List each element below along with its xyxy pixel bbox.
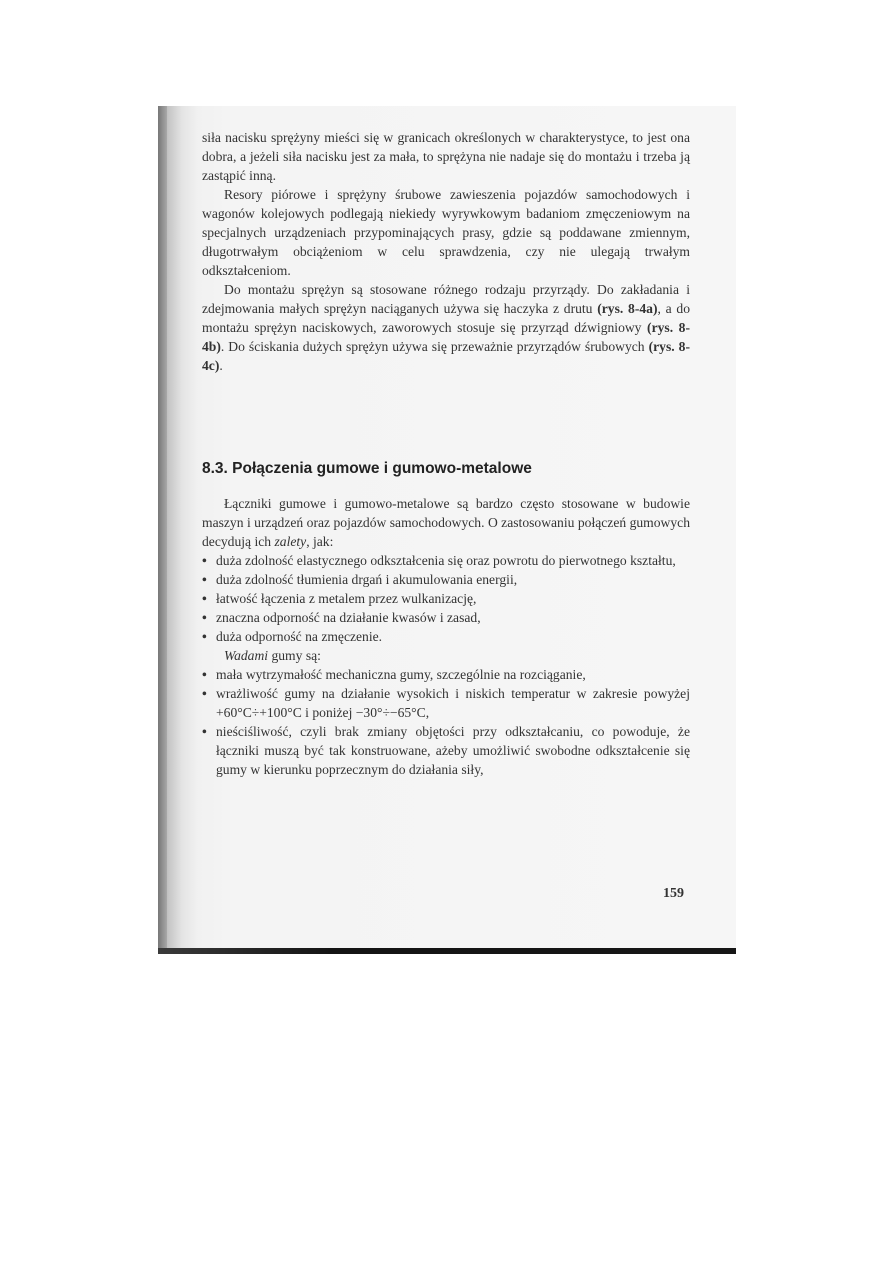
section-intro-part-2: , jak: (306, 534, 334, 549)
section-heading: 8.3. Połączenia gumowe i gumowo-metalowe (202, 460, 532, 477)
figure-ref-b: (rys. 8-4b) (202, 320, 690, 354)
figure-ref-c: (rys. 8-4c) (202, 339, 690, 373)
section-intro (202, 494, 690, 551)
text-block-top (202, 128, 690, 375)
bullet-icon: • (202, 667, 207, 682)
figure-ref-a: (rys. 8-4a) (597, 301, 658, 316)
list-item-text: duża odporność na zmęczenie. (216, 629, 383, 644)
list-item (202, 627, 690, 646)
bullet-icon: • (202, 572, 207, 587)
bullet-icon: • (202, 686, 207, 701)
list-item-text: mała wytrzymałość mechaniczna gumy, szczególnie na rozciąganie, (216, 667, 586, 682)
list-item-text: znaczna odporność na działanie kwasów i zasad, (216, 610, 481, 625)
page-number: 159 (663, 886, 684, 901)
disadvantages-emphasis: Wadami (224, 648, 269, 663)
bullet-icon: • (202, 724, 207, 739)
list-item-text: łatwość łączenia z metalem przez wulkanizację, (216, 591, 477, 606)
paragraph-3-part-4: . (219, 358, 223, 373)
scanned-page (158, 106, 736, 954)
list-item-text: wrażliwość gumy na działanie wysokich i niskich temperatur w zakresie powyżej +60°C÷+100°C i poniżej −30°÷−65°C, (216, 686, 690, 720)
paragraph-1: siła nacisku sprężyny mieści się w granicach określonych w charakterystyce, to jest ona dobra, a jeżeli siła nacisku jest za mała, to sprężyna nie nadaje się do montażu i trzeba ją zastąpić inną. (202, 130, 690, 183)
bullet-icon: • (202, 553, 207, 568)
section-intro-part-1: Łączniki gumowe i gumowo-metalowe są bardzo często stosowane w budowie maszyn i urządzeń oraz pojazdów samochodowych. O zastosowaniu połączeń gumowych decydują ich (202, 496, 690, 549)
paragraph-3-part-1: Do montażu sprężyn są stosowane różnego rodzaju przyrządy. Do zakładania i zdejmowania małych sprężyn naciąganych używa się haczyka z drutu (202, 282, 690, 316)
list-item (202, 589, 690, 608)
binding-shadow (158, 106, 167, 954)
bullet-icon: • (202, 591, 207, 606)
paragraph-3-part-3: . Do ściskania dużych sprężyn używa się przeważnie przyrządów śrubowych (220, 339, 649, 354)
disadvantages-list (202, 665, 690, 779)
section-body (202, 494, 690, 779)
list-item (202, 684, 690, 722)
list-item (202, 722, 690, 779)
list-item-text: duża zdolność elastycznego odkształcenia się oraz powrotu do pierwotnego kształtu, (216, 553, 676, 568)
section-intro-emphasis: zalety (274, 534, 307, 549)
list-item-text: duża zdolność tłumienia drgań i akumulowania energii, (216, 572, 518, 587)
paragraph-2: Resory piórowe i sprężyny śrubowe zawieszenia pojazdów samochodowych i wagonów kolejowych podlegają niekiedy wyrywkowym badaniom zmęczeniowym na specjalnych urządzeniach przypominających prasy, gdzie są poddawane zmiennym, długotrwałym obciążeniom w celu sprawdzenia, czy nie ulegają trwałym odkształceniom. (202, 187, 690, 278)
bullet-icon: • (202, 610, 207, 625)
list-item-text: nieściśliwość, czyli brak zmiany objętości przy odkształcaniu, co powoduje, że łączniki muszą być tak konstruowane, ażeby umożliwić swobodne odkształcenie się gumy w kierunku poprzecznym do działania siły, (216, 724, 690, 777)
bottom-edge-shadow (158, 948, 736, 954)
disadvantages-intro (202, 646, 690, 665)
list-item (202, 551, 690, 570)
disadvantages-intro-text: gumy są: (268, 648, 321, 663)
list-item (202, 570, 690, 589)
list-item (202, 608, 690, 627)
bullet-icon: • (202, 629, 207, 644)
list-item (202, 665, 690, 684)
paragraph-3 (202, 280, 690, 375)
paragraph-3-part-2: , a do montażu sprężyn naciskowych, zaworowych stosuje się przyrząd dźwigniowy (202, 301, 691, 335)
advantages-list (202, 551, 690, 646)
